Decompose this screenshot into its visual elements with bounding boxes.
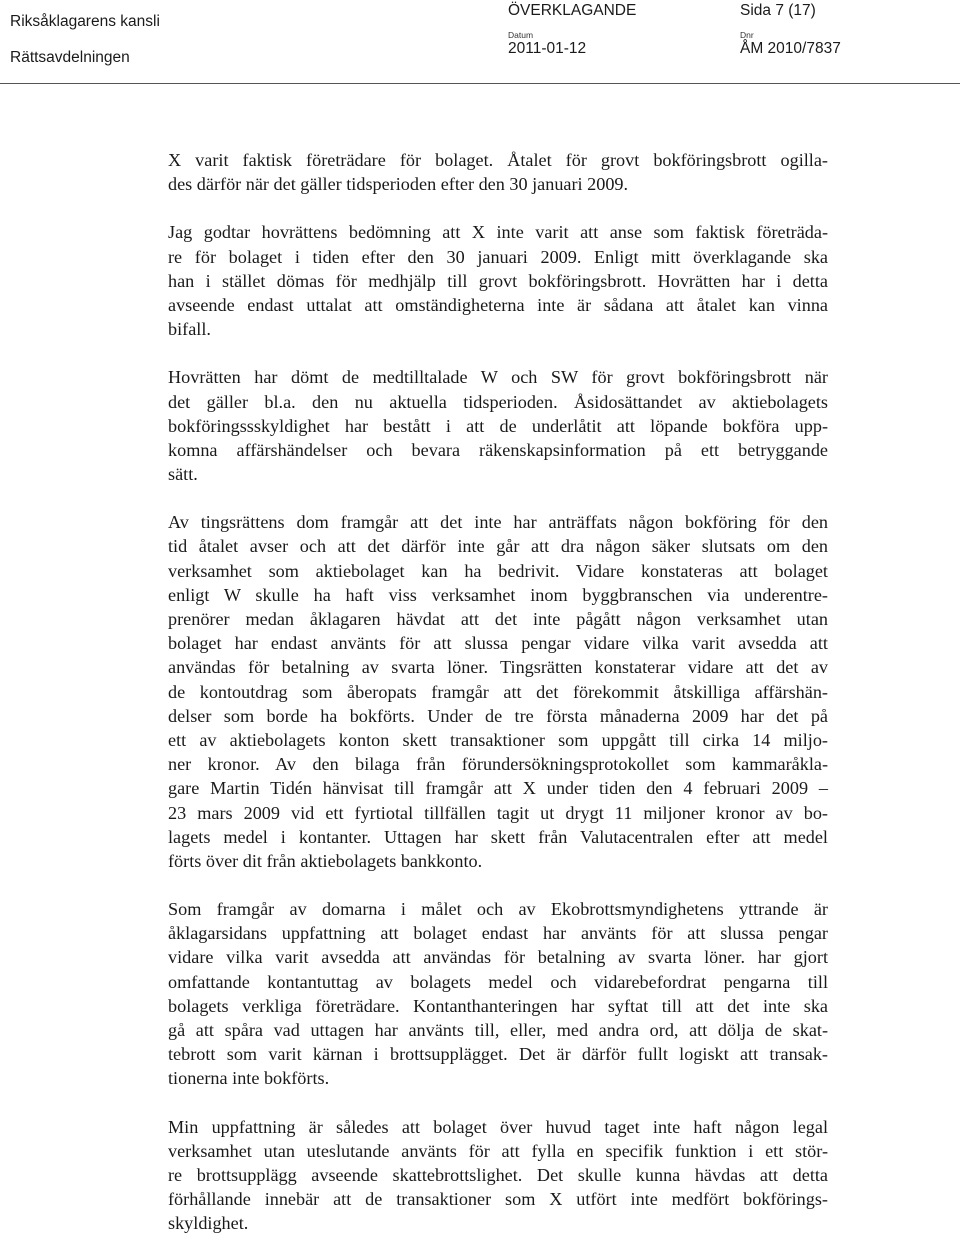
text-line: ett av aktiebolagets konton skett transaktioner som uppgått till cirka 14 miljo- bbox=[168, 729, 828, 750]
text-line: verksamhet utan uteslutande använts för att fylla en specifik funktion i ett stör- bbox=[168, 1140, 828, 1161]
text-line: re brottsupplägg avseende skattebrottslighet. Det skulle kunna hävdas att detta bbox=[168, 1164, 828, 1185]
dnr-label: Dnr bbox=[740, 30, 754, 40]
paragraph bbox=[168, 365, 828, 486]
text-line: tid åtalet avser och att det därför inte går att dra någon säker slutsats om den bbox=[168, 536, 828, 557]
text-line: ner kronor. Av den bilaga från förundersökningsprotokollet som kammaråkla- bbox=[168, 754, 828, 775]
text-line: bifall. bbox=[168, 319, 211, 340]
header-divider bbox=[0, 83, 960, 84]
text-line: skyldighet. bbox=[168, 1213, 249, 1234]
paragraph bbox=[168, 897, 828, 1091]
page-header bbox=[0, 0, 960, 70]
text-line: förts över dit från aktiebolagets bankkonto. bbox=[168, 850, 483, 871]
text-line: Av tingsrättens dom framgår att det inte har anträffats någon bokföring för den bbox=[168, 512, 828, 533]
text-line: tionerna inte bokförts. bbox=[168, 1068, 330, 1089]
text-line: lagets medel i kontanter. Uttagen har skett från Valutacentralen efter att medel bbox=[168, 826, 828, 847]
text-line: han i stället dömas för medhjälp till grovt bokföringsbrott. Hovrätten har i detta bbox=[168, 270, 828, 291]
text-line: åklagarsidans uppfattning att bolaget endast har använts för att slussa pengar bbox=[168, 923, 828, 944]
paragraph bbox=[168, 148, 828, 196]
text-line: bolaget har endast använts för att slussa pengar vidare vilka varit avsedda att bbox=[168, 633, 828, 654]
date-value: 2011-01-12 bbox=[508, 40, 587, 57]
text-line: det gäller bl.a. den nu aktuella tidsperioden. Åsidosättandet av aktiebolagets bbox=[168, 391, 828, 412]
text-line: de kontoutdrag som åberopats framgår att det förekommit åtskilliga affärshän- bbox=[168, 681, 828, 702]
header-organization bbox=[10, 4, 160, 76]
text-line: tebrott som varit kärnan i brottsupplägget. Det är därför fullt logiskt att transak- bbox=[168, 1044, 828, 1065]
text-line: des därför när det gäller tidsperioden efter den 30 januari 2009. bbox=[168, 174, 629, 195]
text-line: bolagets verkliga företrädare. Kontanthanteringen har syftat till att det inte ska bbox=[168, 995, 828, 1016]
text-line: omfattande kontantuttag av bolagets medel och vidarebefordrat pengarna till bbox=[168, 971, 828, 992]
text-line: Som framgår av domarna i målet och av Ekobrottsmyndighetens yttrande är bbox=[168, 899, 828, 920]
text-line: verksamhet som aktiebolaget kan ha bedrivit. Vidare konstateras att bolaget bbox=[168, 560, 828, 581]
text-line: Hovrätten har dömt de medtilltalade W och SW för grovt bokföringsbrott när bbox=[168, 367, 828, 388]
text-line: Min uppfattning är således att bolaget över huvud taget inte haft någon legal bbox=[168, 1116, 828, 1137]
text-line: prenörer medan åklagaren hävdat att det inte pågått någon verksamhet utan bbox=[168, 609, 828, 629]
date-label: Datum bbox=[508, 30, 534, 40]
text-line: 23 mars 2009 vid ett fyrtiotal tillfällen tagit ut drygt 11 miljoner kronor av bo- bbox=[168, 802, 828, 823]
text-line: delser som borde ha bokförts. Under de tre första månaderna 2009 har det på bbox=[168, 705, 828, 726]
document-type: ÖVERKLAGANDE bbox=[508, 2, 637, 19]
org-name: Riksåklagarens kansli bbox=[10, 13, 160, 30]
text-line: X varit faktisk företrädare för bolaget. Åtalet för grovt bokföringsbrott ogilla- bbox=[168, 150, 828, 170]
paragraph bbox=[168, 510, 828, 873]
text-line: gå att spåra vad uttagen har använts till, eller, med andra ord, att dölja de skat- bbox=[168, 1020, 828, 1040]
text-line: re för bolaget i tiden efter den 30 januari 2009. Enligt mitt överklagande ska bbox=[168, 246, 828, 267]
text-line: komna affärshändelser och bevara räkenskapsinformation på ett betryggande bbox=[168, 439, 828, 460]
paragraph bbox=[168, 220, 828, 341]
dnr-value: ÅM 2010/7837 bbox=[740, 40, 841, 57]
text-line: vidare vilka varit avsedda att användas för betalning av svarta löner. har gjort bbox=[168, 947, 828, 968]
text-line: gare Martin Tidén hänvisat till framgår att X under tiden den 4 februari 2009 – bbox=[168, 778, 828, 799]
page-number: Sida 7 (17) bbox=[740, 2, 816, 19]
text-line: förhållande innebär att de transaktioner som X utfört inte medfört bokförings- bbox=[168, 1189, 828, 1210]
department-name: Rättsavdelningen bbox=[10, 49, 130, 66]
text-line: användas för betalning av svarta löner. Tingsrätten konstaterar vidare att det av bbox=[168, 657, 828, 678]
text-line: enligt W skulle ha haft viss verksamhet inom byggbranschen via underentre- bbox=[168, 584, 828, 605]
text-line: avseende endast uttalat att omständigheterna inte är sådana att åtalet kan vinna bbox=[168, 294, 828, 315]
paragraph bbox=[168, 1115, 828, 1236]
text-line: bokföringssskyldighet har bestått i att de underlåtit att löpande bokföra upp- bbox=[168, 415, 828, 436]
text-line: sätt. bbox=[168, 464, 198, 485]
text-line: Jag godtar hovrättens bedömning att X inte varit att anse som faktisk företräda- bbox=[168, 222, 828, 243]
document-body bbox=[168, 148, 828, 1236]
